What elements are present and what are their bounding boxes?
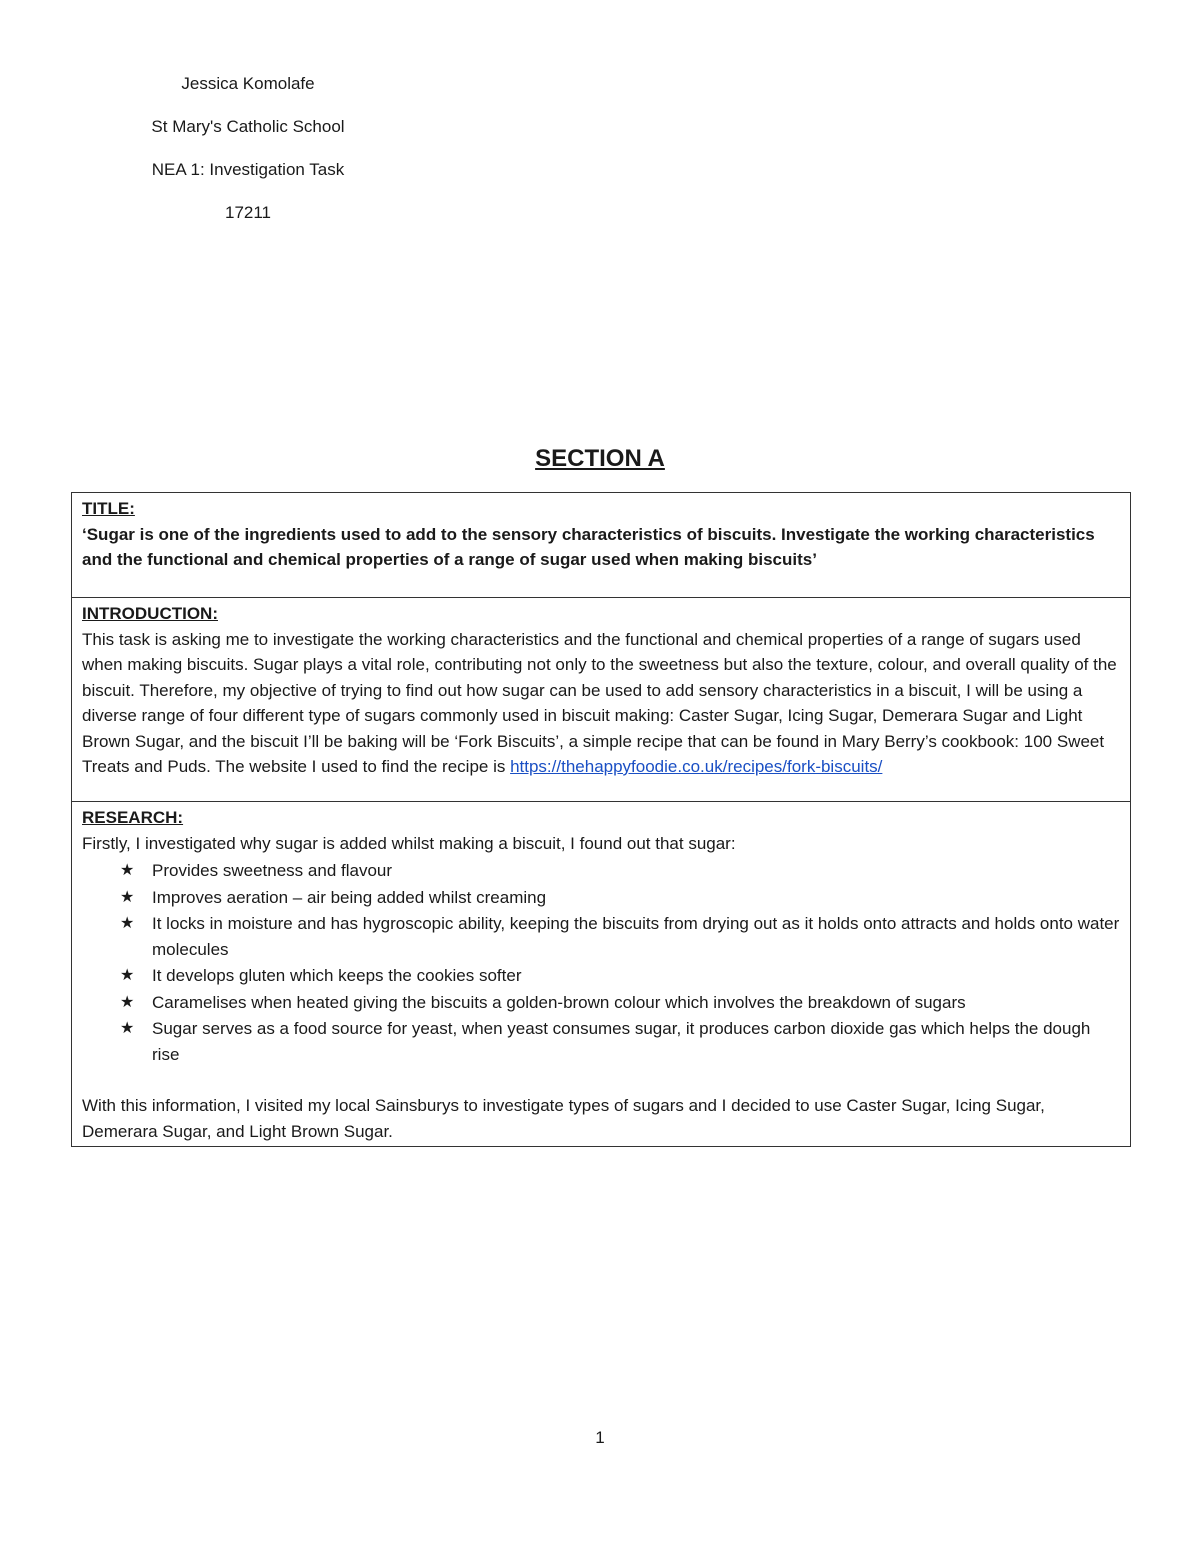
page-number: 1 [595,1428,605,1447]
recipe-link[interactable]: https://thehappyfoodie.co.uk/recipes/fork-biscuits/ [510,757,883,776]
star-icon: ★ [120,862,135,879]
list-item [120,911,1120,962]
list-item-text: It locks in moisture and has hygroscopic ability, keeping the biscuits from drying out as it holds onto attracts and holds onto water molecules [152,914,1120,959]
star-icon: ★ [120,888,135,906]
task-name: NEA 1: Investigation Task [151,160,345,179]
star-icon: ★ [120,1020,135,1037]
research-heading: RESEARCH: [82,808,184,827]
introduction-text: This task is asking me to investigate the working characteristics and the functional and chemical properties of a range of sugars used when making biscuits. Sugar plays a vital role, contributing not only to the sweetness but also the texture, colour, and overall quality of the biscuit. Therefore, my objective of trying to find out how sugar can be used to add sensory characteristics in a biscuit, I will be using a diverse range of four different type of sugars commonly used in biscuit making: Caster Sugar, Icing Sugar, Demerara Sugar and Light Brown Sugar, and the biscuit I’ll be baking will be ‘Fork Biscuits’, a simple recipe that can be found in Mary Berry’s cookbook: 100 Sweet Treats and Puds. The website I used to find the recipe is [82,629,1117,776]
school-name: St Mary's Catholic School [151,117,345,136]
author-name: Jessica Komolafe [181,74,315,93]
section-table [71,492,1131,1147]
list-item-text: Sugar serves as a food source for yeast, when yeast consumes sugar, it produces carbon dioxide gas which helps the dough rise [152,1019,1091,1064]
title-heading: TITLE: [82,499,135,518]
research-bullet-list [82,858,1120,1067]
list-item [120,885,1120,911]
introduction-body [82,627,1120,780]
introduction-heading: INTRODUCTION: [82,604,218,623]
introduction-cell [72,597,1130,801]
list-item [120,963,1120,989]
research-conclusion: With this information, I visited my local Sainsburys to investigate types of sugars and I decided to use Caster Sugar, Icing Sugar, Demerara Sugar, and Light Brown Sugar. [82,1096,1045,1141]
list-item [120,990,1120,1016]
candidate-number: 17211 [224,203,271,222]
list-item [120,1016,1120,1067]
list-item-text: Improves aeration – air being added whilst creaming [152,887,547,907]
star-icon: ★ [120,993,135,1011]
list-item-text: It develops gluten which keeps the cookies softer [152,966,522,985]
section-heading: SECTION A [535,445,665,472]
list-item-text: Provides sweetness and flavour [152,861,393,880]
title-text: ‘Sugar is one of the ingredients used to add to the sensory characteristics of biscuits. Investigate the working characteristics and the functional and chemical properties of a range of sugar used when making biscuits’ [82,524,1095,569]
title-cell [72,493,1130,597]
research-cell [72,801,1130,1146]
list-item-text: Caramelises when heated giving the biscuits a golden-brown colour which involves the breakdown of sugars [152,992,966,1012]
star-icon: ★ [120,915,135,932]
star-icon: ★ [120,967,135,984]
list-item [120,858,1120,884]
research-intro: Firstly, I investigated why sugar is added whilst making a biscuit, I found out that sugar: [82,833,736,853]
